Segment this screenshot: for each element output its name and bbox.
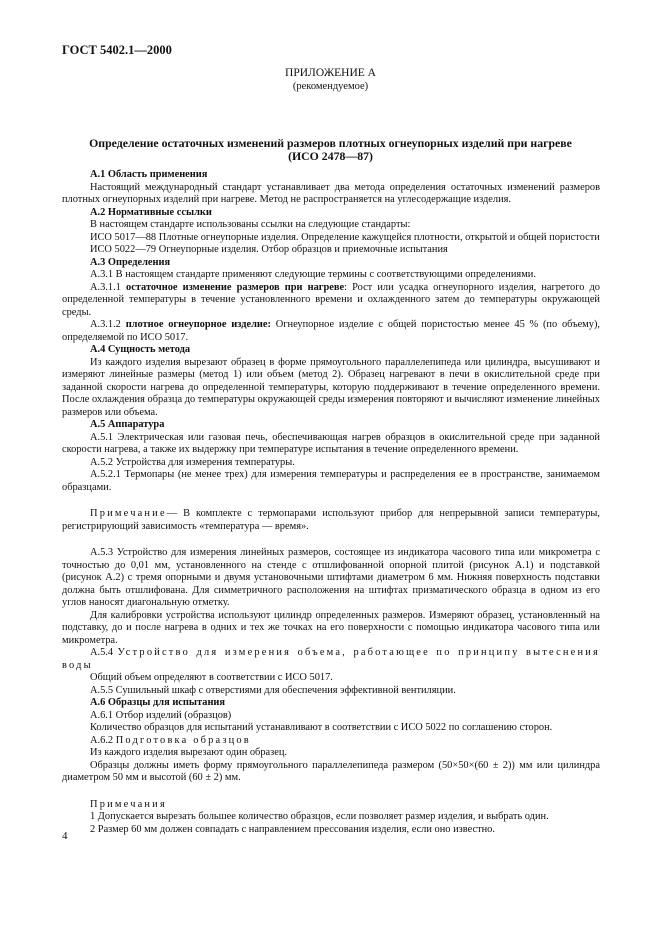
section-a1-text: Настоящий международный стандарт устанавливает два метода определения остаточных изменений размеров плотных огнеупорных изделий при нагреве. Метод не распространяется на углесодержащие изделия. <box>62 181 600 205</box>
a6-2-title: Подготовка образцов <box>115 734 251 746</box>
section-a6-heading: А.6 Образцы для испытания <box>90 697 226 708</box>
title-line-1: Определение остаточных изменений размеров плотных огнеупорных изделий при нагреве <box>89 136 572 150</box>
title-line-2: (ИСО 2478—87) <box>288 149 373 163</box>
section-a5-heading: А.5 Аппаратура <box>90 419 165 430</box>
section-a5-2: А.5.2 Устройства для измерения температуры. <box>90 456 295 468</box>
a5-4-number: А.5.4 <box>90 647 114 658</box>
section-a4-heading: А.4 Сущность метода <box>90 344 191 355</box>
a3-1-2-definition: Огнеупорное изделие с общей пористостью менее 45 % (по объему), определяемой по ИСО 5017. <box>62 319 601 343</box>
section-a5-2-1: А.5.2.1 Термопары (не менее трех) для измерения температуры и распределения ее в пространстве, занимаемом образцами. <box>62 469 600 493</box>
section-a5-4-text: Общий объем определяют в соответствии с ИСО 5017. <box>90 672 333 683</box>
note-1-text: — В комплекте с термопарами используют прибор для непрерывной записи температуры, регистрирующий зависимость «температура — время». <box>62 508 600 532</box>
a3-1-1-term: остаточное изменение размеров при нагреве <box>126 281 345 293</box>
section-a5-4 <box>62 647 600 672</box>
a3-1-1-number: А.3.1.1 <box>90 281 121 293</box>
page-title <box>70 137 591 163</box>
section-a5-3-calibration: Для калибровки устройства используют цилиндр определенных размеров. Измеряют образец, установленный на подставку, до и после нагрева в одних и тех же точках на его поверхности с помощью индикатора часового типа или микрометра. <box>62 609 600 646</box>
section-a2-ref-1: ИСО 5017—88 Плотные огнеупорные изделия. Определение кажущейся плотности, открытой и общей пористости <box>90 231 600 243</box>
section-a3-1-2 <box>62 319 600 344</box>
section-a6-2 <box>62 735 600 748</box>
note-1 <box>62 508 600 533</box>
note-item-2: 2 Размер 60 мм должен совпадать с направлением прессования изделия, если оно известно. <box>90 823 495 835</box>
section-a5-3: А.5.3 Устройство для измерения линейных размеров, состоящее из индикатора часового типа или микрометра с точностью до 0,01 мм, установленного на стенде с отшлифованной опорной плитой (рисунок А.1) и подставкой (рисунок А.2) с тремя опорными и двумя установочными штифтами диаметром 6 мм. Нижняя поверхность подставки должна быть отшлифована. Для симметричного расположения на штифтах призматического образца в одном из его углов наносят диагональную отметку. <box>62 547 600 608</box>
section-a3-heading: А.3 Определения <box>90 256 171 268</box>
section-a3-1-1 <box>62 282 600 320</box>
notes-label: Примечания <box>90 798 167 810</box>
section-a6-2-text-1: Из каждого изделия вырезают один образец. <box>90 747 288 758</box>
section-a5-5: А.5.5 Сушильный шкаф с отверстиями для обеспечения эффективной вентиляции. <box>90 684 456 696</box>
section-a3-1: А.3.1 В настоящем стандарте применяют следующие термины с соответствующими определениями. <box>90 269 536 280</box>
a3-1-2-term: плотное огнеупорное изделие: <box>125 319 271 330</box>
section-a6-1-text: Количество образцов для испытаний устанавливают в соответствии с ИСО 5022 по соглашению сторон. <box>90 722 553 733</box>
page-number: 4 <box>62 830 68 842</box>
appendix-status: (рекомендуемое) <box>292 81 369 92</box>
a3-1-2-number: А.3.1.2 <box>90 319 121 330</box>
appendix-label: ПРИЛОЖЕНИЕ А <box>285 67 376 79</box>
section-a5-1: А.5.1 Электрическая или газовая печь, обеспечивающая нагрев образцов в окислительной среде при заданной скорости нагрева, а также их выдержку при температуре испытания в течение определенного времени. <box>62 431 600 455</box>
note-item-1: 1 Допускается вырезать большее количество образцов, если позволяет размер изделия, и выбрать один. <box>90 811 549 822</box>
document-body <box>62 169 600 836</box>
section-a4-text: Из каждого изделия вырезают образец в форме прямоугольного параллелепипеда или цилиндра, высушивают и измеряют линейные размеры (метод 1) или объем (метод 2). Образец нагревают в печи в окислительной среде при заданной скорости нагрева до определенной температуры, которую поддерживают в течение определенного времени. После охлаждения образца до температуры окружающей среды измерения повторяют и вычисляют изменение линейных размеров или объема. <box>62 356 600 418</box>
a6-2-number: А.6.2 <box>90 734 114 746</box>
a5-4-title: Устройство для измерения объема, работающее по принципу вытеснения воды <box>62 647 600 671</box>
section-a2-heading: А.2 Нормативные ссылки <box>90 206 212 218</box>
a3-1-1-definition: : Рост или усадка огнеупорного изделия, нагретого до определенной температуры в течение установленного времени и охлажденного затем до температуры окружающей среды. <box>62 281 600 318</box>
section-a2-ref-2: ИСО 5022—79 Огнеупорные изделия. Отбор образцов и приемочные испытания <box>90 244 448 255</box>
note-1-label: Примечание <box>90 508 167 519</box>
section-a6-1: А.6.1 Отбор изделий (образцов) <box>90 709 232 721</box>
section-a6-2-text-2: Образцы должны иметь форму прямоугольного параллелепипеда размером (50×50×(60 ± 2)) мм или цилиндра диаметром 50 мм и высотой (60 ± 2) мм. <box>62 759 600 783</box>
doc-code: ГОСТ 5402.1—2000 <box>62 43 172 57</box>
section-a2-text: В настоящем стандарте использованы ссылки на следующие стандарты: <box>90 219 411 230</box>
section-a1-heading: А.1 Область применения <box>90 169 208 180</box>
